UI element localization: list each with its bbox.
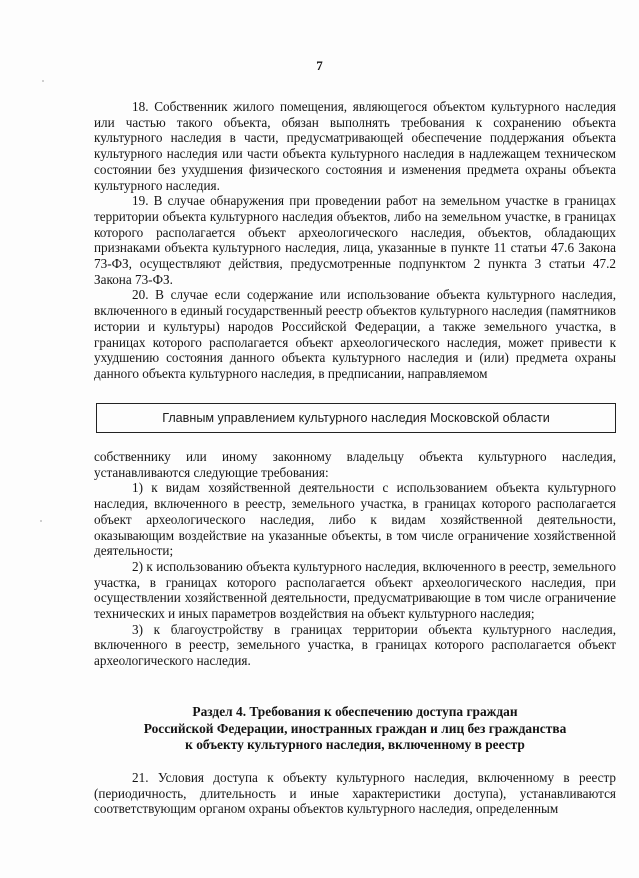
section-heading-line-1: Раздел 4. Требования к обеспечению доступа граждан: [192, 704, 518, 719]
text-block-middle: [94, 449, 616, 669]
section-4-heading: [94, 704, 616, 754]
requirement-item-1: 1) к видам хозяйственной деятельности с использованием объекта культурного наследия, включенного в реестр, земельного участка, в границах которого располагается объект археологического наследия, либо к видам хозяйственной деятельности, оказывающим воздействие на указанные объекты, в том числе ограничение хозяйственной деятельности;: [94, 480, 616, 559]
section-heading-line-3: к объекту культурного наследия, включенному в реестр: [185, 737, 525, 752]
scan-artifact: [42, 80, 44, 82]
paragraph-21: 21. Условия доступа к объекту культурного наследия, включенному в реестр (периодичность, длительность и иные характеристики доступа), устанавливаются соответствующим органом охраны объектов культурного наследия, определенным: [94, 770, 616, 817]
requirement-item-3: 3) к благоустройству в границах территории объекта культурного наследия, включенного в реестр, земельного участка, в границах которого располагается объект археологического наследия.: [94, 621, 616, 669]
section-heading-line-2: Российской Федерации, иностранных граждан и лиц без гражданства: [143, 720, 567, 736]
page-number: 7: [316, 58, 323, 73]
text-block-top: [94, 99, 616, 382]
text-block-bottom: [94, 770, 616, 817]
paragraph-18: 18. Собственник жилого помещения, являющегося объектом культурного наследия или частью такого объекта, обязан выполнять требования к сохранению объекта культурного наследия в части, предусматривающей обеспечение поддержания объекта культурного наследия или части объекта культурного наследия в надлежащем техническом состоянии без ухудшения физического состояния и изменения предмета охраны объекта культурного наследия.: [94, 99, 616, 193]
paragraph-20-continued: собственнику или иному законному владельцу объекта культурного наследия, устанавливаются следующие требования:: [94, 449, 616, 480]
inserted-text-box-label: Главным управлением культурного наследия Московской области: [162, 411, 550, 425]
paragraph-20: 20. В случае если содержание или использование объекта культурного наследия, включенного в единый государственный реестр объектов культурного наследия (памятников истории и культуры) народов Российской Федерации, а также земельного участка, в границах которого располагается объект археологического наследия, может привести к ухудшению состояния данного объекта культурного наследия и (или) предмета охраны данного объекта культурного наследия, в предписании, направляемом: [94, 287, 616, 381]
requirement-item-2: 2) к использованию объекта культурного наследия, включенного в реестр, земельного участка, в границах которого располагается объект археологического наследия, при осуществлении хозяйственной деятельности, предусматривающие в том числе ограничение технических и иных параметров воздействия на объект культурного наследия;: [94, 558, 616, 622]
inserted-text-box: [96, 403, 616, 433]
paragraph-19: 19. В случае обнаружения при проведении работ на земельном участке в границах территории объекта культурного наследия объектов, либо на земельном участке, в границах которого располагается объект археологического наследия, объектов, обладающих признаками объекта культурного наследия, лица, указанные в пункте 11 статьи 47.6 Закона 73-ФЗ, осуществляют действия, предусмотренные подпунктом 2 пункта 3 статьи 47.2 Закона 73-ФЗ.: [94, 193, 616, 287]
scan-artifact: [40, 520, 42, 522]
